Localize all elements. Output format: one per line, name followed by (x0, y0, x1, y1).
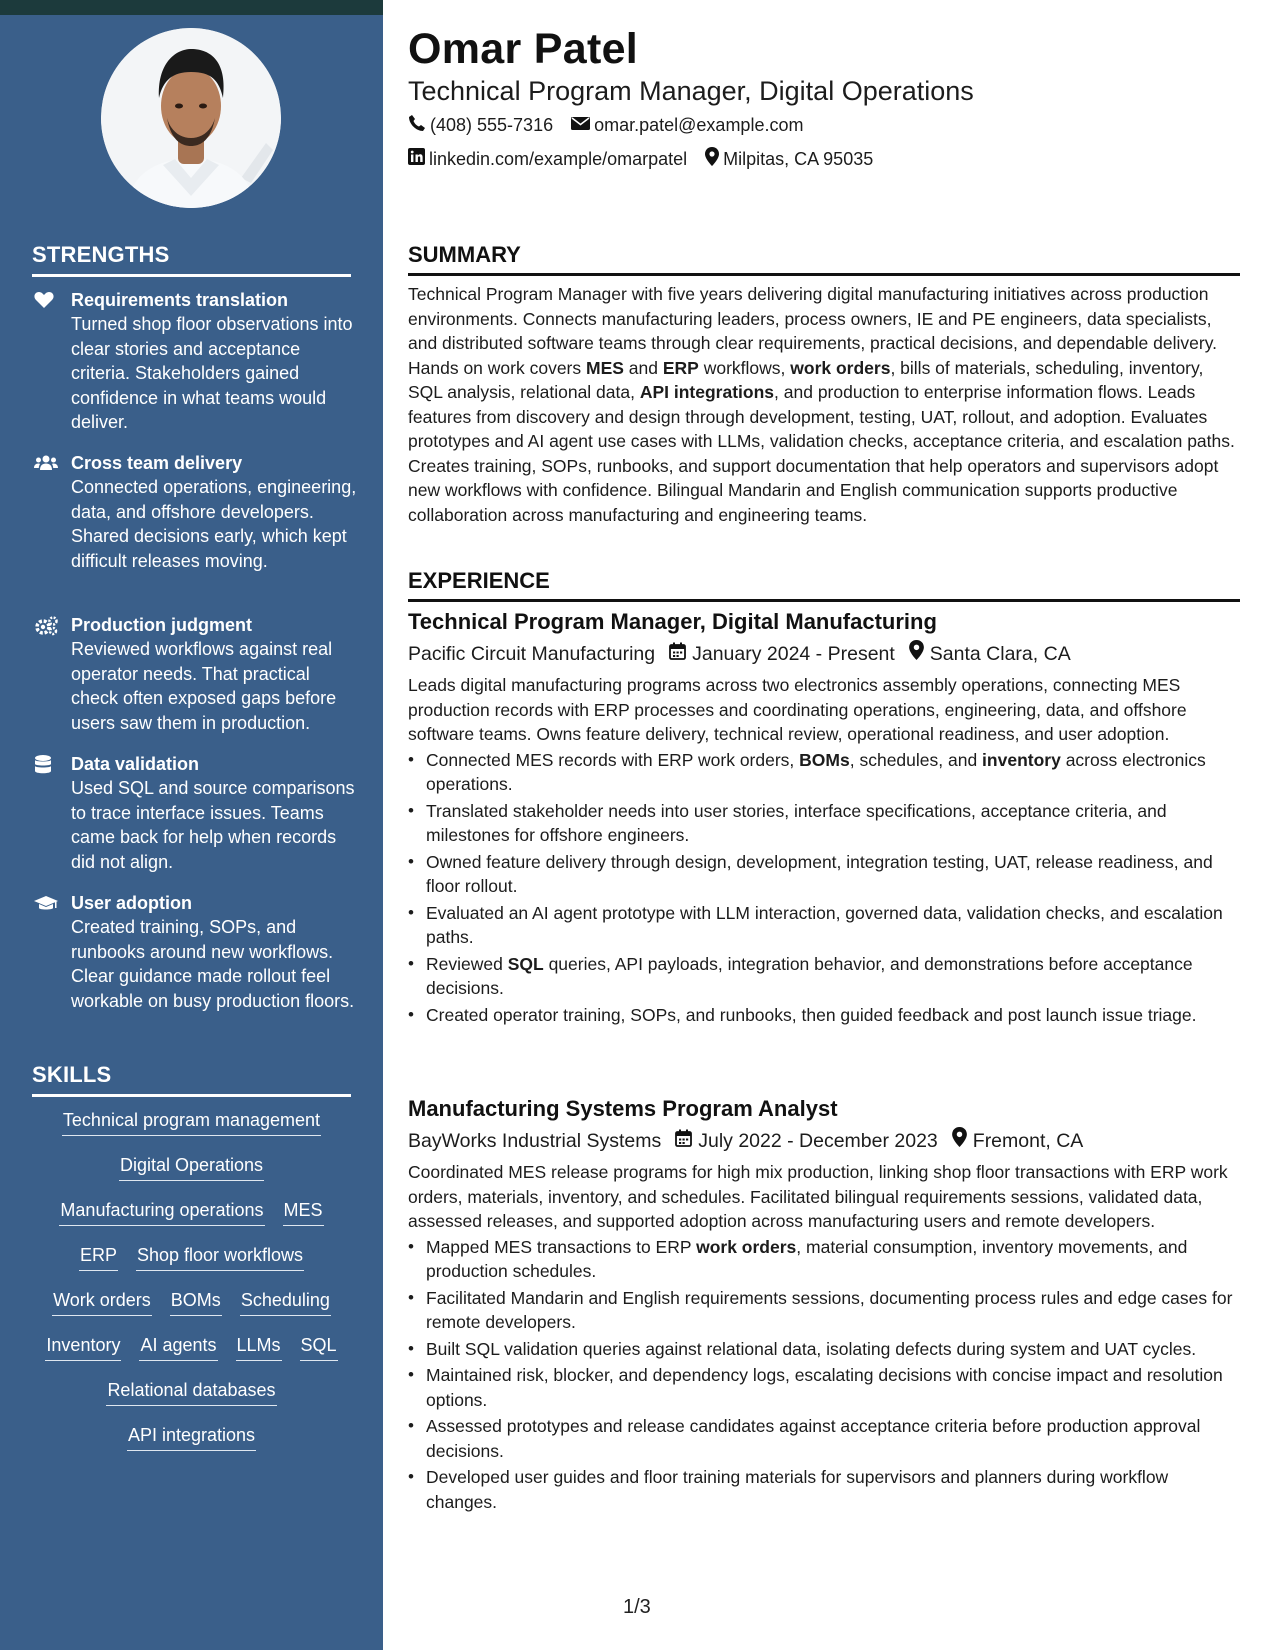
bullet-item: • Facilitated Mandarin and English requirements sessions, documenting process rules and edge cases for remote developers. (408, 1286, 1240, 1335)
bullet-item: • Evaluated an AI agent prototype with LLM interaction, governed data, validation checks, and escalation paths. (408, 901, 1240, 950)
phone-number[interactable]: (408) 555-7316 (430, 115, 554, 135)
bold-keyword: inventory (982, 749, 1061, 770)
strength-item (32, 288, 357, 435)
strength-description: Turned shop floor observations into clear stories and acceptance criteria. Stakeholders gained confidence in what teams would deliver. (71, 314, 353, 432)
location-text: Milpitas, CA 95035 (723, 148, 874, 169)
strength-title: Production judgment (71, 615, 252, 635)
skill-tag: LLMs (236, 1333, 282, 1361)
skill-tag: ERP (79, 1243, 118, 1271)
bullet-item: • Owned feature delivery through design, development, integration testing, UAT, release readiness, and floor rollout. (408, 850, 1240, 899)
phone-item (408, 114, 553, 137)
map-pin-icon (705, 147, 723, 171)
job-dates: July 2022 - December 2023 (698, 1130, 938, 1152)
envelope-icon (571, 115, 594, 136)
heart-icon (34, 291, 56, 311)
strength-description: Used SQL and source comparisons to trace interface issues. Teams came back for help when records did not align. (71, 778, 355, 872)
strength-title: Data validation (71, 754, 200, 774)
contact-row (408, 147, 891, 171)
skills-row (32, 1108, 351, 1153)
map-pin-icon (895, 639, 930, 669)
job-entry (408, 607, 1240, 1029)
summary-text: Technical Program Manager with five years delivering digital manufacturing initiatives across production environments. Connects manufacturing leaders, process owners, IE and PE engineers, data specialists, and distributed software teams through clear requirements, practical decisions, and dependable delivery. Hands on work covers MES and ERP workflows, work orders, bills of materials, scheduling, inventory, SQL analysis, relational data, API integrations, and production to enterprise information flows. Leads features from discovery and design through development, testing, UAT, rollout, and adoption. Evaluates prototypes and AI agent use cases with LLMs, validation checks, acceptance criteria, and escalation paths. Creates training, SOPs, runbooks, and support documentation that help operators and supervisors adopt new workflows with confidence. Bilingual Mandarin and English communication supports productive collaboration across manufacturing and engineering teams. (408, 284, 1235, 525)
contact-row (408, 114, 821, 137)
strength-description: Reviewed workflows against real operator needs. That practical check often exposed gaps before users saw them in production. (71, 639, 337, 733)
bullet-item: • Translated stakeholder needs into user stories, interface specifications, acceptance criteria, and milestones for offshore engineers. (408, 799, 1240, 848)
skills-row (32, 1288, 351, 1333)
skill-tag: Relational databases (106, 1378, 276, 1406)
skill-tag: Scheduling (240, 1288, 331, 1316)
bold-keyword: BOMs (799, 749, 850, 770)
bold-keyword: ERP (662, 357, 699, 378)
bold-keyword: work orders (790, 357, 891, 378)
skill-tag: Manufacturing operations (59, 1198, 264, 1226)
bullet-item: • Reviewed SQL queries, API payloads, integration behavior, and demonstrations before acceptance decisions. (408, 952, 1240, 1001)
strength-item (32, 451, 357, 573)
sidebar (0, 0, 383, 1650)
strength-title: Requirements translation (71, 290, 289, 310)
job-description: Coordinated MES release programs for high mix production, linking shop floor transactions with ERP work orders, materials, inventory, and schedules. Facilitated bilingual requirements sessions, validated data, assessed releases, and supported adoption across manufacturing users and remote developers. (408, 1162, 1228, 1231)
strength-item (32, 891, 357, 1013)
bold-keyword: MES (586, 357, 624, 378)
page-number: 1/3 (623, 1596, 651, 1618)
sidebar-top-band (0, 0, 383, 15)
skills-list (32, 1108, 351, 1468)
job-meta (408, 639, 1240, 669)
bullet-item: • Created operator training, SOPs, and runbooks, then guided feedback and post launch issue triage. (408, 1003, 1240, 1028)
skill-tag: MES (283, 1198, 324, 1226)
strength-title: Cross team delivery (71, 453, 243, 473)
strength-description: Created training, SOPs, and runbooks around new workflows. Clear guidance made rollout feel workable on busy production floors. (71, 917, 355, 1011)
skills-row (32, 1333, 351, 1378)
database-icon (34, 755, 56, 775)
strength-title: User adoption (71, 893, 193, 913)
location-item (705, 147, 873, 171)
skills-row (32, 1378, 351, 1423)
bullet-item: • Connected MES records with ERP work orders, BOMs, schedules, and inventory across electronics operations. (408, 748, 1240, 797)
job-bullets (408, 1235, 1240, 1515)
skills-row (32, 1153, 351, 1198)
profile-photo (101, 28, 281, 208)
experience-heading: EXPERIENCE (408, 568, 1240, 602)
calendar-icon (655, 639, 692, 669)
skill-tag: Inventory (45, 1333, 121, 1361)
bullet-item: • Assessed prototypes and release candidates against acceptance criteria before production approval decisions. (408, 1414, 1240, 1463)
skill-tag: BOMs (170, 1288, 222, 1316)
bullet-item: • Developed user guides and floor training materials for supervisors and planners during workflow changes. (408, 1465, 1240, 1514)
skills-heading: SKILLS (32, 1062, 351, 1097)
company-name: BayWorks Industrial Systems (408, 1130, 662, 1152)
candidate-name: Omar Patel (408, 25, 639, 73)
graduation-cap-icon (34, 894, 56, 914)
skills-row (32, 1423, 351, 1468)
bullet-item: • Mapped MES transactions to ERP work orders, material consumption, inventory movements, and production schedules. (408, 1235, 1240, 1284)
skill-tag: API integrations (127, 1423, 256, 1451)
job-dates: January 2024 - Present (692, 643, 895, 665)
skill-tag: AI agents (139, 1333, 217, 1361)
skill-tag: Shop floor workflows (136, 1243, 304, 1271)
strength-item (32, 613, 357, 735)
company-name: Pacific Circuit Manufacturing (408, 643, 656, 665)
skill-tag: Digital Operations (119, 1153, 264, 1181)
strength-description: Connected operations, engineering, data, and offshore developers. Shared decisions early, which kept difficult releases moving. (71, 477, 357, 571)
job-description: Leads digital manufacturing programs across two electronics assembly operations, connecting MES production records with ERP processes and coordinating operations, engineering, data, and offshore software teams. Owns feature delivery, technical review, operational readiness, and user adoption. (408, 675, 1187, 744)
summary-heading: SUMMARY (408, 242, 1240, 276)
job-title: Technical Program Manager, Digital Manufacturing (408, 609, 937, 634)
phone-icon (408, 114, 430, 137)
job-location: Santa Clara, CA (929, 643, 1071, 665)
candidate-title: Technical Program Manager, Digital Operations (408, 76, 974, 106)
map-pin-icon (938, 1126, 973, 1156)
skills-row (32, 1243, 351, 1288)
strengths-heading: STRENGTHS (32, 242, 351, 277)
job-bullets (408, 748, 1240, 1028)
strength-item (32, 752, 357, 874)
skill-tag: Technical program management (62, 1108, 321, 1136)
bold-keyword: API integrations (639, 382, 775, 402)
bullet-item: • Maintained risk, blocker, and dependency logs, escalating decisions with concise impact and resolution options. (408, 1363, 1240, 1412)
users-icon (34, 454, 56, 474)
gears-icon (34, 616, 56, 636)
email-item (571, 115, 803, 136)
job-location: Fremont, CA (972, 1130, 1084, 1152)
bullet-item: • Built SQL validation queries against relational data, isolating defects during system and UAT cycles. (408, 1337, 1240, 1362)
bold-keyword: SQL (507, 953, 544, 974)
skill-tag: SQL (300, 1333, 338, 1361)
skills-row (32, 1198, 351, 1243)
job-meta (408, 1126, 1240, 1156)
skill-tag: Work orders (52, 1288, 152, 1316)
linkedin-item (408, 148, 687, 170)
linkedin-icon (408, 148, 429, 170)
job-title: Manufacturing Systems Program Analyst (408, 1096, 838, 1121)
calendar-icon (661, 1126, 698, 1156)
linkedin-url[interactable]: linkedin.com/example/omarpatel (429, 148, 688, 169)
bold-keyword: work orders (696, 1236, 797, 1257)
email-address[interactable]: omar.patel@example.com (594, 115, 804, 135)
job-entry (408, 1094, 1240, 1516)
